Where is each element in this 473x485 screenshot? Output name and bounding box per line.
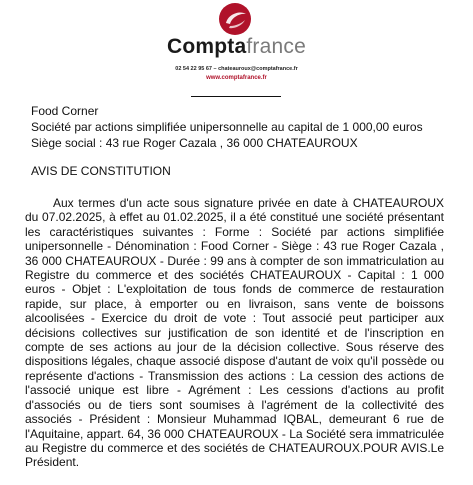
company-header <box>31 103 451 151</box>
brand-name-part2: france <box>246 35 306 58</box>
company-legal-form: Société par actions simplifiée unipersonnelle au capital de 1 000,00 euros <box>31 120 423 134</box>
brand-name-part1: Compta <box>167 35 247 58</box>
divider <box>191 96 281 97</box>
contact-line: 02 54 22 95 67 – chateauroux@comptafrance.fr <box>175 66 298 72</box>
notice-title: AVIS DE CONSTITUTION <box>31 164 171 178</box>
brand-name <box>0 36 473 58</box>
company-name: Food Corner <box>31 104 99 118</box>
comptafrance-emblem-icon <box>218 2 252 36</box>
comptafrance-logo <box>0 0 473 100</box>
website-link: www.comptafrance.fr <box>206 75 267 81</box>
notice-body: Aux termes d'un acte sous signature privée en date à CHATEAUROUX du 07.02.2025, à effet au 01.02.2025, il a été constitué une société présentant les caractéristiques suivantes : Forme : Société par actions simplifiée unipersonnelle - Dénomination : Food Corner - Siège : 43 rue Roger Cazala , 36 000 CHATEAUROUX - Durée : 99 ans à compter de son immatriculation au Registre du commerce et des sociétés CHATEAUROUX - Capital : 1 000 euros - Objet : L'exploitation de tous fonds de commerce de restauration rapide, sur place, à emporter ou en livraison, sans vente de boissons alcoolisées - Exercice du droit de vote : Tout associé peut participer aux décisions collectives sur justification de son identité et de l'inscription en compte de ses actions au jour de la décision collective. Sous réserve des dispositions légales, chaque associé dispose d'autant de voix qu'il possède ou représente d'actions - Transmission des actions : La cession des actions de l'associé unique est libre - Agrément : Les cessions d'actions au profit d'associés ou de tiers sont soumises à l'agrément de la collectivité des associés - Président : Monsieur Muhammad IQBAL, demeurant 6 rue de l'Aquitaine, appart. 64, 36 000 CHATEAUROUX - La Société sera immatriculée au Registre du commerce et des sociétés de CHATEAUROUX.POUR AVIS.Le Président. <box>25 196 444 470</box>
company-address: Siège social : 43 rue Roger Cazala , 36 000 CHATEAUROUX <box>31 136 358 150</box>
